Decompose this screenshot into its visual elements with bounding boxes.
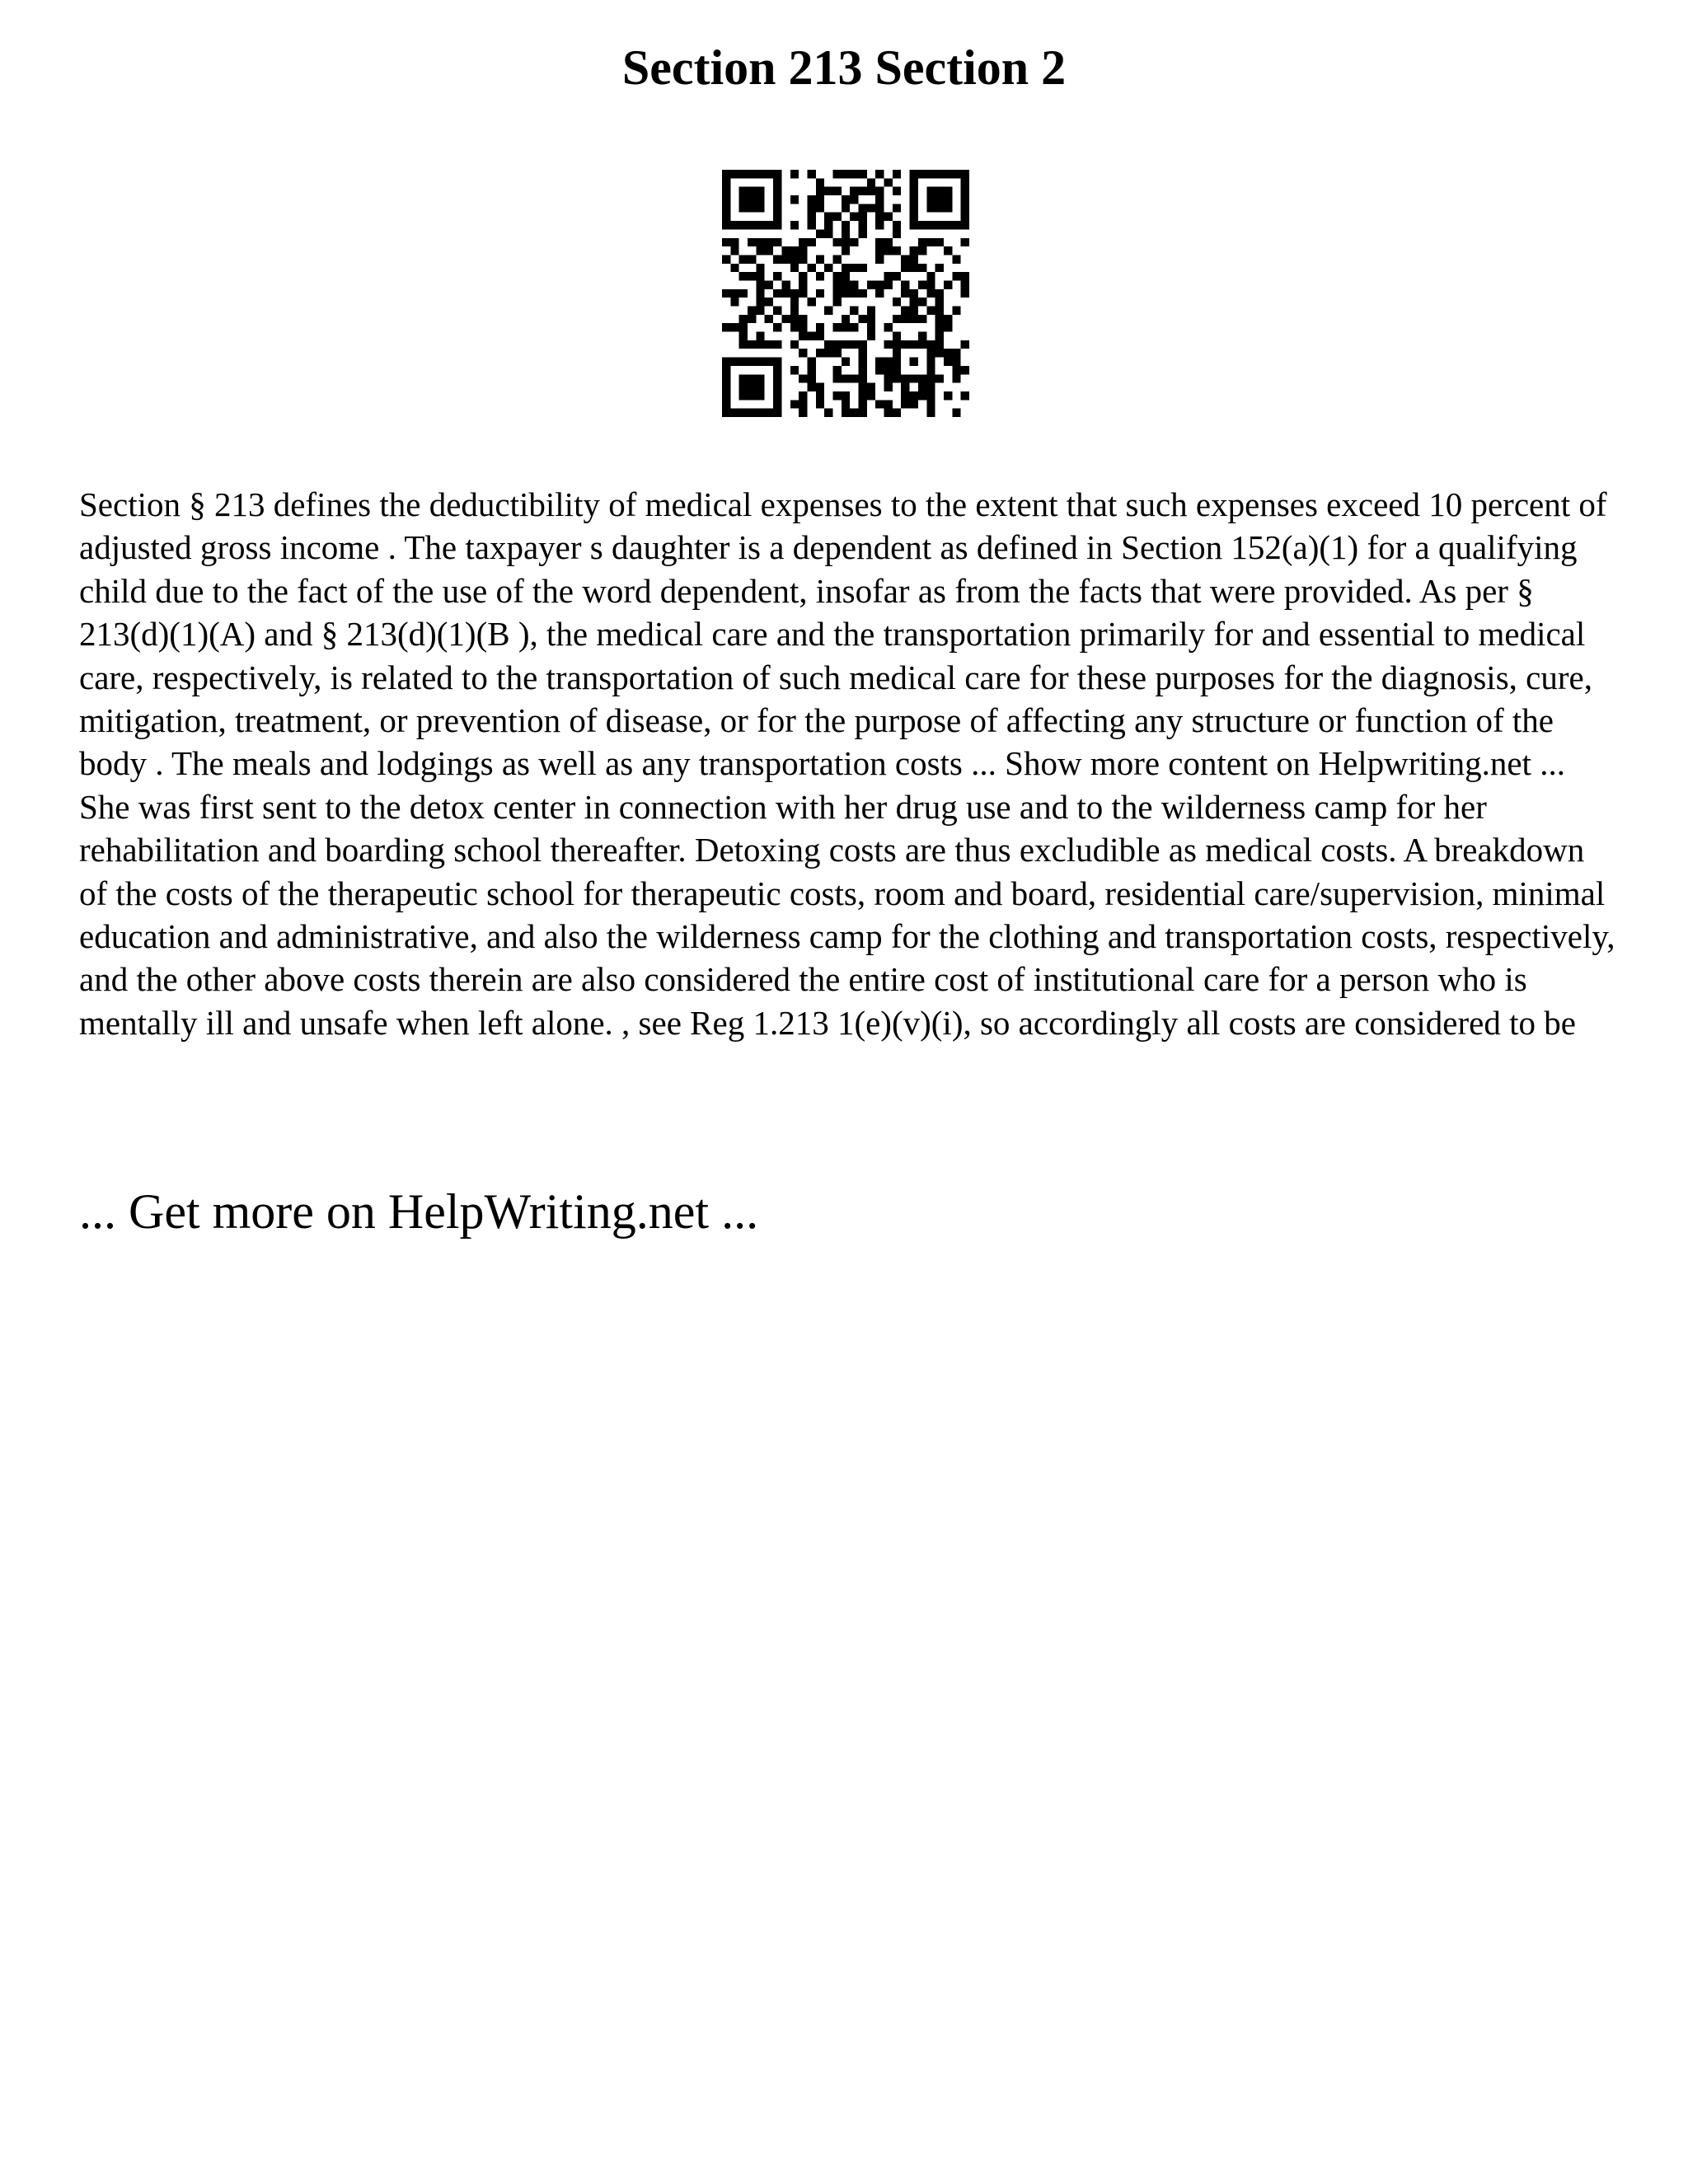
qr-code-icon — [722, 170, 969, 417]
paragraph: Section § 213 defines the deductibility of medical expenses to the extent that such expenses exceed 10 percent of adjusted gross income . The taxpayer s daughter is a dependent as defined in Section 152(a)(1) for a qualifying child due to the fact of the use of the word dependent, insofar as from the facts that were provided. As per § 213(d)(1)(A) and § 213(d)(1)(B ), the medical care and the transportation primarily for and essential to medical care, respectively, is related to the transportation of such medical care for these purposes for the diagnosis, cure, mitigation, treatment, or prevention of disease, or for the purpose of affecting any structure or function of the body . The meals and lodgings as well as any transportation costs ... Show more content on Helpwriting.net ... — [79, 485, 1607, 783]
article-body — [79, 483, 1620, 1044]
page-title: Section 213 Section 2 — [621, 40, 1067, 95]
paragraph: She was first sent to the detox center in connection with her drug use and to the wilderness camp for her rehabilitation and boarding school thereafter. Detoxing costs are thus excludible as medical costs. A breakdown of the costs of the therapeutic school for therapeutic costs, room and board, residential care/supervision, minimal education and administrative, and also the wilderness camp for the clothing and transportation costs, respectively, and the other above costs therein are also considered the entire cost of institutional care for a person who is mentally ill and unsafe when left alone. , see Reg 1.213 1(e)(v)(i), so accordingly all costs are considered to be — [79, 787, 1615, 1042]
get-more-link[interactable]: ... Get more on HelpWriting.net ... — [79, 1184, 759, 1239]
